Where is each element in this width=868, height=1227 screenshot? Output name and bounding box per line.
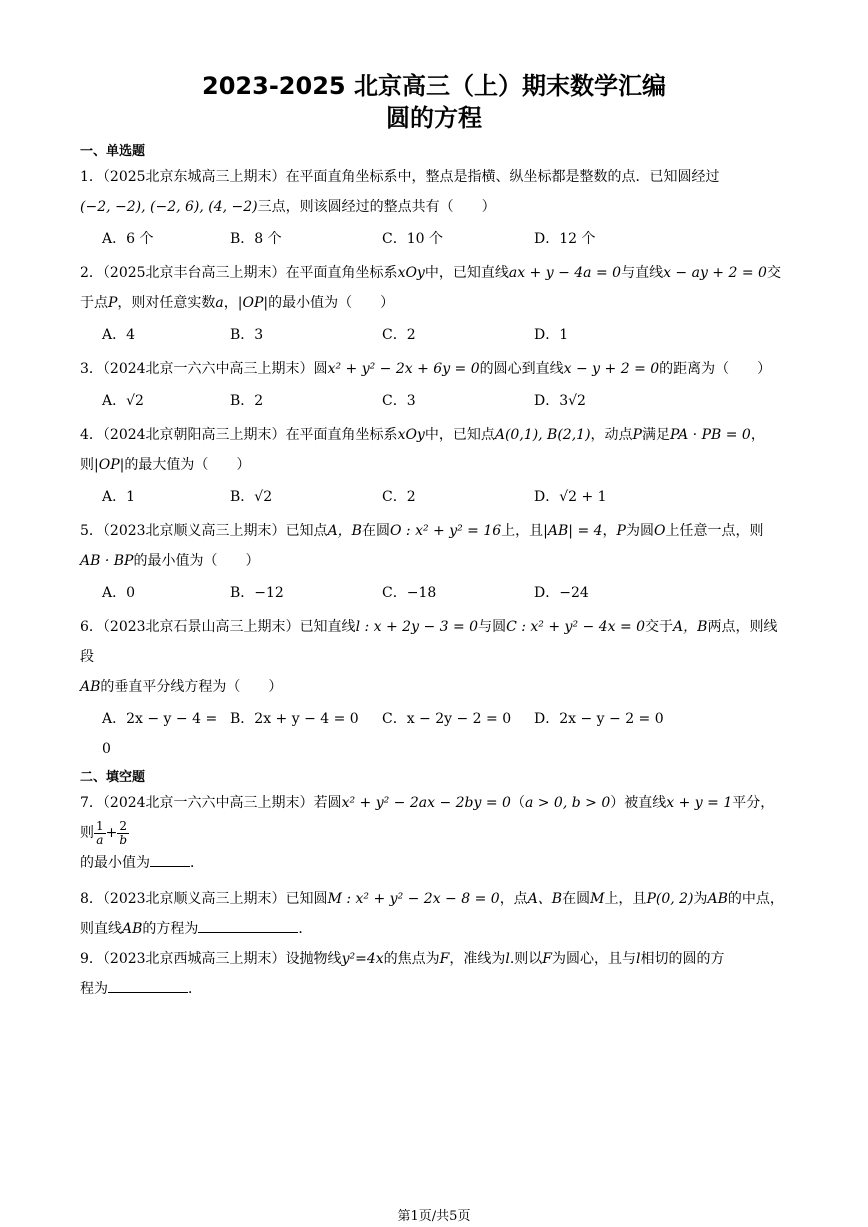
question-4-options bbox=[80, 482, 788, 512]
option-a: A．4 bbox=[102, 327, 136, 343]
option-c: C．2 bbox=[382, 489, 416, 505]
option-b: B．8 个 bbox=[230, 231, 282, 247]
section-heading-fill-blank: 二、填空题 bbox=[80, 770, 146, 785]
option-d: D．1 bbox=[534, 327, 569, 343]
section-heading-single-choice: 一、单选题 bbox=[80, 144, 146, 159]
option-a: A．√2 bbox=[102, 393, 144, 409]
page-subtitle: 圆的方程 bbox=[386, 104, 482, 132]
option-c: C．−18 bbox=[382, 585, 437, 601]
option-d: D．12 个 bbox=[534, 231, 596, 247]
option-c: C．2 bbox=[382, 327, 416, 343]
question-9: 9．（2023北京西城高三上期末）设抛物线y²=4x的焦点为F，准线为l.则以F为圆心，且与l相切的圆的方 程为 ． bbox=[80, 951, 725, 997]
option-b: B．2x + y − 4 = 0 bbox=[230, 711, 359, 727]
option-a: A．2x − y − 4 = 0 bbox=[102, 711, 218, 757]
question-8: 8．（2023北京顺义高三上期末）已知圆M : x² + y² − 2x − 8 = 0，点A、B在圆M上，且P(0, 2)为AB的中点， 则直线AB的方程为 ． bbox=[80, 891, 784, 937]
question-1-options bbox=[80, 224, 788, 254]
question-2-options bbox=[80, 320, 788, 350]
question-2: 2．（2025北京丰台高三上期末）在平面直角坐标系xOy中，已知直线ax + y − 4a = 0与直线x − ay + 2 = 0交 于点P，则对任意实数a，|OP|的最小值为（ ） bbox=[80, 265, 781, 311]
question-4: 4．（2024北京朝阳高三上期末）在平面直角坐标系xOy中，已知点A(0,1), B(2,1)，动点P满足PA · PB = 0， 则|OP|的最大值为（ ） bbox=[80, 427, 765, 473]
option-b: B．2 bbox=[230, 393, 264, 409]
fraction-2-over-b: $\frac{2}{b}$ bbox=[119, 818, 128, 847]
option-d: D．2x − y − 2 = 0 bbox=[534, 711, 664, 727]
option-b: B．√2 bbox=[230, 489, 273, 505]
option-a: A．1 bbox=[102, 489, 136, 505]
answer-blank-9[interactable] bbox=[108, 978, 188, 993]
answer-blank-8[interactable] bbox=[198, 918, 298, 933]
question-1: 1．（2025北京东城高三上期末）在平面直角坐标系中，整点是指横、纵坐标都是整数的点．已知圆经过 (−2, −2), (−2, 6), (4, −2)三点，则该圆经过的整点共有（ ） bbox=[80, 169, 720, 215]
answer-blank-7[interactable] bbox=[150, 852, 190, 867]
fraction-1-over-a: $\frac{1}{a}$ bbox=[96, 818, 104, 847]
option-d: D．3√2 bbox=[534, 393, 586, 409]
option-b: B．−12 bbox=[230, 585, 284, 601]
option-a: A．6 个 bbox=[102, 231, 154, 247]
question-3-options bbox=[80, 386, 788, 416]
option-b: B．3 bbox=[230, 327, 264, 343]
question-6: 6．（2023北京石景山高三上期末）已知直线l : x + 2y − 3 = 0与圆C : x² + y² − 4x = 0交于A，B两点，则线段 AB的垂直平分线方程为（ ） bbox=[80, 619, 778, 695]
option-c: C．3 bbox=[382, 393, 416, 409]
option-c: C．x − 2y − 2 = 0 bbox=[382, 711, 512, 727]
option-d: D．−24 bbox=[534, 585, 589, 601]
page-title: 2023-2025 北京高三（上）期末数学汇编 bbox=[202, 72, 666, 100]
page-footer: 第1页/共5页 bbox=[397, 1209, 471, 1224]
question-7: 7．（2024北京一六六中高三上期末）若圆x² + y² − 2ax − 2by = 0（a > 0, b > 0）被直线x + y = 1平分，则 $\frac{1}{a}$ + $\frac{2}{b}$ 的最小值为 ． bbox=[80, 795, 775, 871]
question-5: 5．（2023北京顺义高三上期末）已知点A，B在圆O : x² + y² = 16上，且|AB| = 4，P为圆O上任意一点，则 AB · BP的最小值为（ ） bbox=[80, 523, 764, 569]
option-d: D．√2 + 1 bbox=[534, 489, 607, 505]
option-c: C．10 个 bbox=[382, 231, 443, 247]
question-5-options bbox=[80, 578, 788, 608]
option-a: A．0 bbox=[102, 585, 136, 601]
question-6-options bbox=[80, 704, 788, 764]
question-3: 3．（2024北京一六六中高三上期末）圆x² + y² − 2x + 6y = 0的圆心到直线x − y + 2 = 0的距离为（ ） bbox=[80, 361, 772, 377]
